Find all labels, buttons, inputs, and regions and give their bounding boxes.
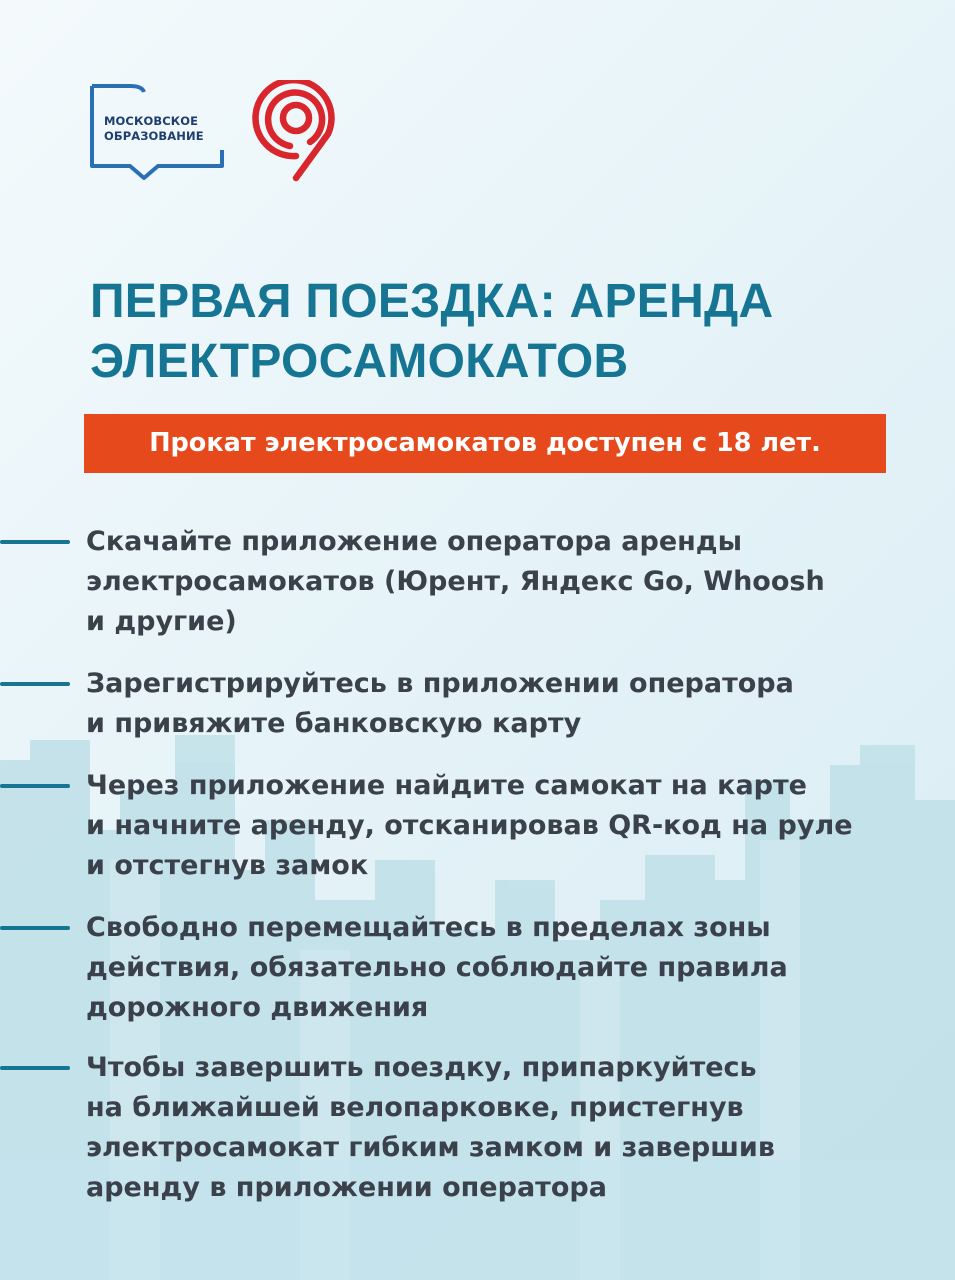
step-line: Зарегистрируйтесь в приложении оператора — [86, 668, 794, 699]
step-item — [0, 522, 955, 664]
moscow-education-logo — [82, 78, 227, 183]
step-item — [0, 664, 955, 766]
step-line: аренду в приложении оператора — [86, 1172, 607, 1203]
step-line: Через приложение найдите самокат на карте — [86, 770, 807, 801]
steps-list — [0, 522, 955, 1218]
logo-text-line2: ОБРАЗОВАНИЕ — [104, 129, 204, 143]
step-line: и другие) — [86, 606, 237, 637]
step-item — [0, 1048, 955, 1218]
step-text — [86, 908, 936, 1028]
title-line-1: ПЕРВАЯ ПОЕЗДКА: АРЕНДА — [90, 275, 774, 328]
step-dash — [0, 1066, 70, 1070]
step-line: и привяжите банковскую карту — [86, 708, 582, 739]
step-line: и отстегнув замок — [86, 850, 369, 881]
logo-text-line1: МОСКОВСКОЕ — [104, 114, 199, 128]
step-dash — [0, 540, 70, 544]
step-line: действия, обязательно соблюдайте правила — [86, 952, 788, 983]
step-line: Скачайте приложение оператора аренды — [86, 526, 743, 557]
step-line: Чтобы завершить поездку, припаркуйтесь — [86, 1052, 757, 1083]
page-title — [90, 272, 774, 392]
step-dash — [0, 926, 70, 930]
nine-logo-icon — [252, 80, 342, 182]
step-item — [0, 766, 955, 908]
age-notice-banner: Прокат электросамокатов доступен с 18 лет. — [84, 414, 886, 473]
step-line: и начните аренду, отсканировав QR-код на руле — [86, 810, 853, 841]
step-line: Свободно перемещайтесь в пределах зоны — [86, 912, 771, 943]
step-dash — [0, 682, 70, 686]
step-line: электросамокат гибким замком и завершив — [86, 1132, 775, 1163]
step-line: на ближайшей велопарковке, пристегнув — [86, 1092, 744, 1123]
title-line-2: ЭЛЕКТРОСАМОКАТОВ — [90, 335, 629, 388]
step-line: электросамокатов (Юрент, Яндекс Go, Whoosh — [86, 566, 825, 597]
step-item — [0, 908, 955, 1048]
step-line: дорожного движения — [86, 992, 429, 1023]
step-text — [86, 1048, 936, 1208]
step-text — [86, 664, 936, 744]
step-text — [86, 766, 936, 886]
step-dash — [0, 784, 70, 788]
step-text — [86, 522, 936, 642]
